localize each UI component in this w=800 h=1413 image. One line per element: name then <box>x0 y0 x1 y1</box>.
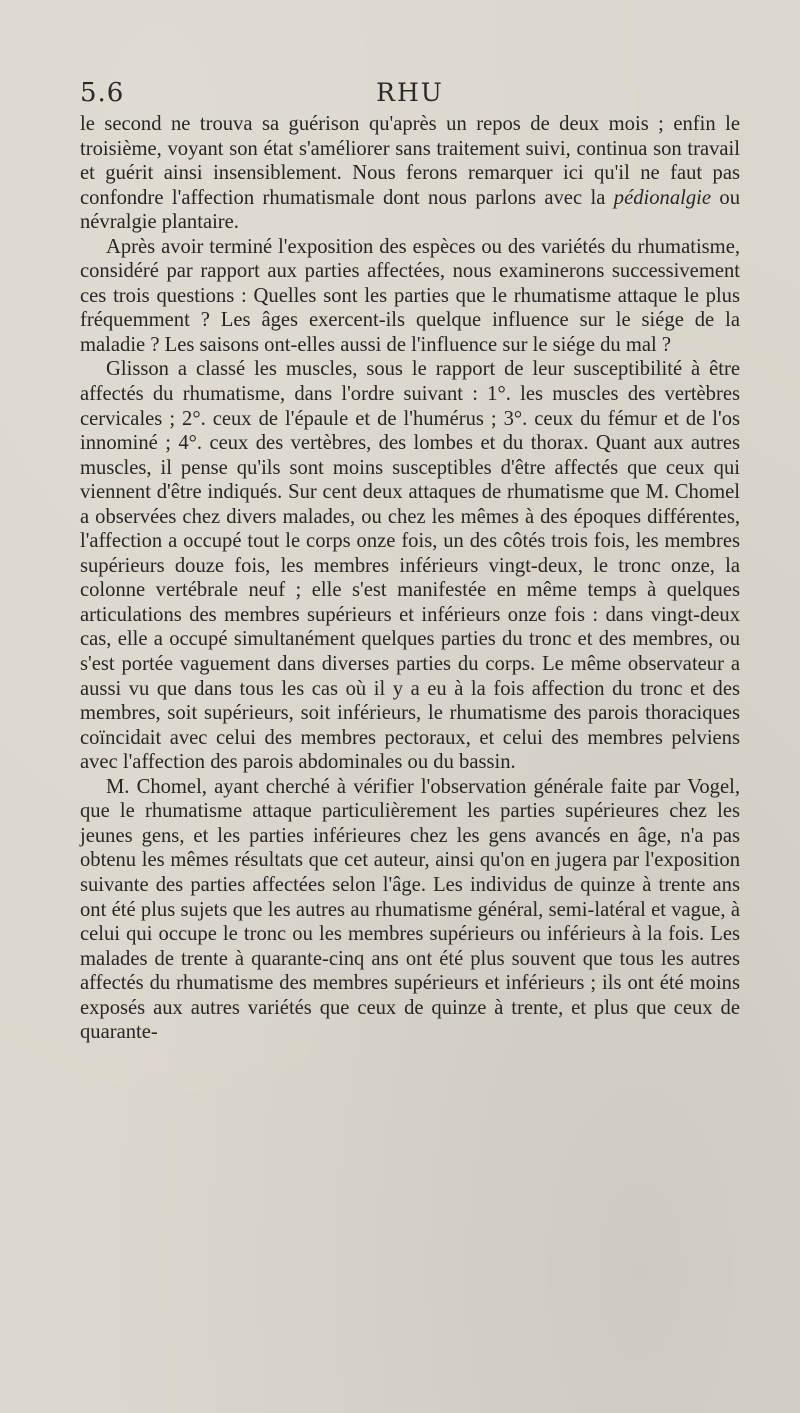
paragraph-1-text: le second ne trouva sa guérison qu'après un repos de deux mois ; enfin le troisième, voyant son état s'améliorer sans traitement suivi, continua son travail et guérit ainsi insensiblement. Nous ferons remarquer ici qu'il ne faut pas confondre l'affection rhumatismale dont nous parlons avec la <box>80 113 740 209</box>
page-number: 5.6 <box>80 78 125 108</box>
running-head: RHU <box>376 78 444 107</box>
paragraph-1 <box>80 112 740 235</box>
page-header <box>80 78 740 112</box>
body-text <box>80 112 740 1045</box>
paragraph-2: Après avoir terminé l'exposition des espèces ou des variétés du rhumatisme, considéré par rapport aux parties affectées, nous examinerons successivement ces trois questions : Quelles sont les parties que le rhumatisme attaque le plus fréquemment ? Les âges exercent-ils quelque influence sur le siége de la maladie ? Les saisons ont-elles aussi de l'influence sur le siége du mal ? <box>80 235 740 356</box>
paragraph-4: M. Chomel, ayant cherché à vérifier l'observation générale faite par Vogel, que le rhumatisme attaque particulièrement les parties supérieures chez les jeunes gens, et les parties inférieures chez les gens avancés en âge, n'a pas obtenu les mêmes résultats que cet auteur, ainsi qu'on en jugera par l'exposition suivante des parties affectées selon l'âge. Les individus de quinze à trente ans ont été plus sujets que les autres au rhumatisme général, semi-latéral et vague, à celui qui occupe le tronc ou les membres supérieurs ou inférieurs à la fois. Les malades de trente à quarante-cinq ans ont été plus souvent que tous les autres affectés du rhumatisme des membres supérieurs et inférieurs ; ils ont été moins exposés aux autres variétés que ceux de quinze à trente, et plus que ceux de quarante- <box>80 775 740 1044</box>
paragraph-3: Glisson a classé les muscles, sous le rapport de leur susceptibilité à être affectés du rhumatisme, dans l'ordre suivant : 1°. les muscles des vertèbres cervicales ; 2°. ceux de l'épaule et de l'humérus ; 3°. ceux du fémur et de l'os innominé ; 4°. ceux des vertèbres, des lombes et du thorax. Quant aux autres muscles, il pense qu'ils sont moins susceptibles d'être affectés que ceux qui viennent d'être indiqués. Sur cent deux attaques de rhumatisme que M. Chomel a observées chez divers malades, ou chez les mêmes à des époques différentes, l'affection a occupé tout le corps onze fois, un des côtés trois fois, les membres supérieurs douze fois, les membres inférieurs vingt-deux, le tronc onze, la colonne vertébrale neuf ; elle s'est manifestée en même temps à quelques articulations des membres supérieurs et inférieurs onze fois : dans vingt-deux cas, elle a occupé simultanément quelques parties du tronc et des membres, ou s'est portée vaguement dans diverses parties du corps. Le même observateur a aussi vu que dans tous les cas où il y a eu à la fois affection du tronc et des membres, soit supérieurs, soit inférieurs, le rhumatisme des parois thoraciques coïncidait avec celui des membres pectoraux, et celui des membres pelviens avec l'affection des parois abdominales ou du bassin. <box>80 358 740 774</box>
italic-term: pédionalgie <box>613 186 711 209</box>
paragraph-1-end: ou névralgie plantaire. <box>80 186 740 234</box>
